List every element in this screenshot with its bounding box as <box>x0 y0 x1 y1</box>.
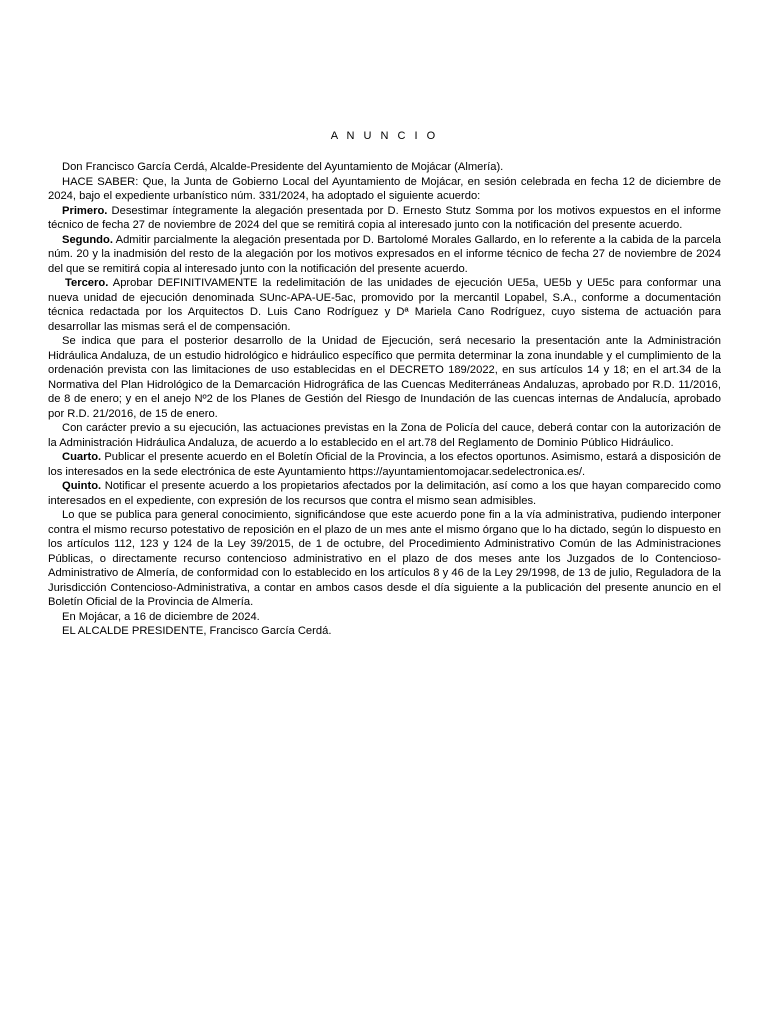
cuarto-label: Cuarto. <box>62 451 102 463</box>
cuarto-paragraph <box>48 450 721 479</box>
quinto-paragraph <box>48 479 721 508</box>
se-indica-paragraph: Se indica que para el posterior desarrollo de la Unidad de Ejecución, será necesario la presentación ante la Administración Hidráulica Andaluza, de un estudio hidrológico e hidráulico específico que permita determinar la zona inundable y el cumplimiento de la ordenación prevista con las limitaciones de uso establecidas en el DECRETO 189/2022, en sus artículos 14 y 18; en el art.34 de la Normativa del Plan Hidrológico de la Demarcación Hidrográfica de las Cuencas Mediterráneas Andaluzas, aprobado por R.D. 11/2016, de 8 de enero; y en el anejo Nº2 de los Planes de Gestión del Riesgo de Inundación de las cuencas internas de Andalucía, aprobado por R.D. 21/2016, de 15 de enero. <box>48 335 721 420</box>
segundo-paragraph <box>48 233 721 277</box>
con-caracter-paragraph: Con carácter previo a su ejecución, las actuaciones previstas en la Zona de Policía del cauce, deberá contar con la autorización de la Administración Hidráulica Andaluza, de acuerdo a lo establecido en el art.78 del Reglamento de Dominio Público Hidráulico. <box>48 422 721 449</box>
lo-que-paragraph: Lo que se publica para general conocimiento, significándose que este acuerdo pone fin a la vía administrativa, pudiendo interponer contra el mismo recurso potestativo de reposición en el plazo de un mes ante el mismo órgano que lo ha dictado, según lo dispuesto en los artículos 112, 123 y 124 de la Ley 39/2015, de 1 de octubre, del Procedimiento Administrativo Común de las Administraciones Públicas, o directamente recurso contencioso administrativo en el plazo de dos meses ante los Juzgados de lo Contencioso-Administrativo de Almería, de conformidad con lo establecido en los artículos 8 y 46 de la Ley 29/1998, de 13 de julio, Reguladora de la Jurisdicción Contencioso-Administrativa, a contar en ambos casos desde el día siguiente a la publicación del presente anuncio en el Boletín Oficial de la Provincia de Almería. <box>48 509 721 608</box>
tercero-paragraph <box>48 276 721 334</box>
primero-text: Desestimar íntegramente la alegación presentada por D. Ernesto Stutz Somma por los motivos expuestos en el informe técnico de fecha 27 de noviembre de 2024 del que se remitirá copia al interesado junto con la notificación del presente acuerdo. <box>48 204 721 231</box>
primero-paragraph <box>48 204 721 233</box>
date-line: En Mojácar, a 16 de diciembre de 2024. <box>62 610 260 623</box>
announcement-page <box>48 130 721 639</box>
quinto-label: Quinto. <box>62 480 102 492</box>
signature-line: EL ALCALDE PRESIDENTE, Francisco García Cerdá. <box>62 625 332 637</box>
document-body <box>48 160 721 639</box>
primero-label: Primero. <box>62 204 108 217</box>
segundo-text: Admitir parcialmente la alegación presentada por D. Bartolomé Morales Gallardo, en lo referente a la cabida de la parcela núm. 20 y la inadmisión del resto de la alegación por los motivos expresados en el informe técnico de fecha 27 de noviembre de 2024 del que se remitirá copia al interesado junto con la notificación del presente acuerdo. <box>48 233 721 275</box>
quinto-text: Notificar el presente acuerdo a los propietarios afectados por la delimitación, así como a los que hayan comparecido como interesados en el expediente, con expresión de los recursos que contra el mismo sean admisibles. <box>48 480 721 507</box>
document-title: A N U N C I O <box>330 130 439 142</box>
tercero-label: Tercero. <box>65 277 109 289</box>
segundo-label: Segundo. <box>62 233 113 246</box>
hace-saber-paragraph: HACE SABER: Que, la Junta de Gobierno Local del Ayuntamiento de Mojácar, en sesión celebrada en fecha 12 de diciembre de 2024, bajo el expediente urbanístico núm. 331/2024, ha adoptado el siguiente acuerdo: <box>48 175 721 202</box>
intro-paragraph: Don Francisco García Cerdá, Alcalde-Presidente del Ayuntamiento de Mojácar (Almería). <box>62 161 504 173</box>
cuarto-text: Publicar el presente acuerdo en el Boletín Oficial de la Provincia, a los efectos oportunos. Asimismo, estará a disposición de los interesados en la sede electrónica de este Ayuntamiento https://ayuntamientomojacar.sedelectronica.es/. <box>48 451 721 478</box>
tercero-text: Aprobar DEFINITIVAMENTE la redelimitación de las unidades de ejecución UE5a, UE5b y UE5c para conformar una nueva unidad de ejecución denominada SUnc-APA-UE-5ac, promovido por la mercantil Lopabel, S.A., conforme a documentación técnica redactada por los Arquitectos D. Luis Cano Rodríguez y Dª Mariela Cano Rodríguez, cuyo sistema de actuación para desarrollar las mismas será el de compensación. <box>48 277 721 333</box>
